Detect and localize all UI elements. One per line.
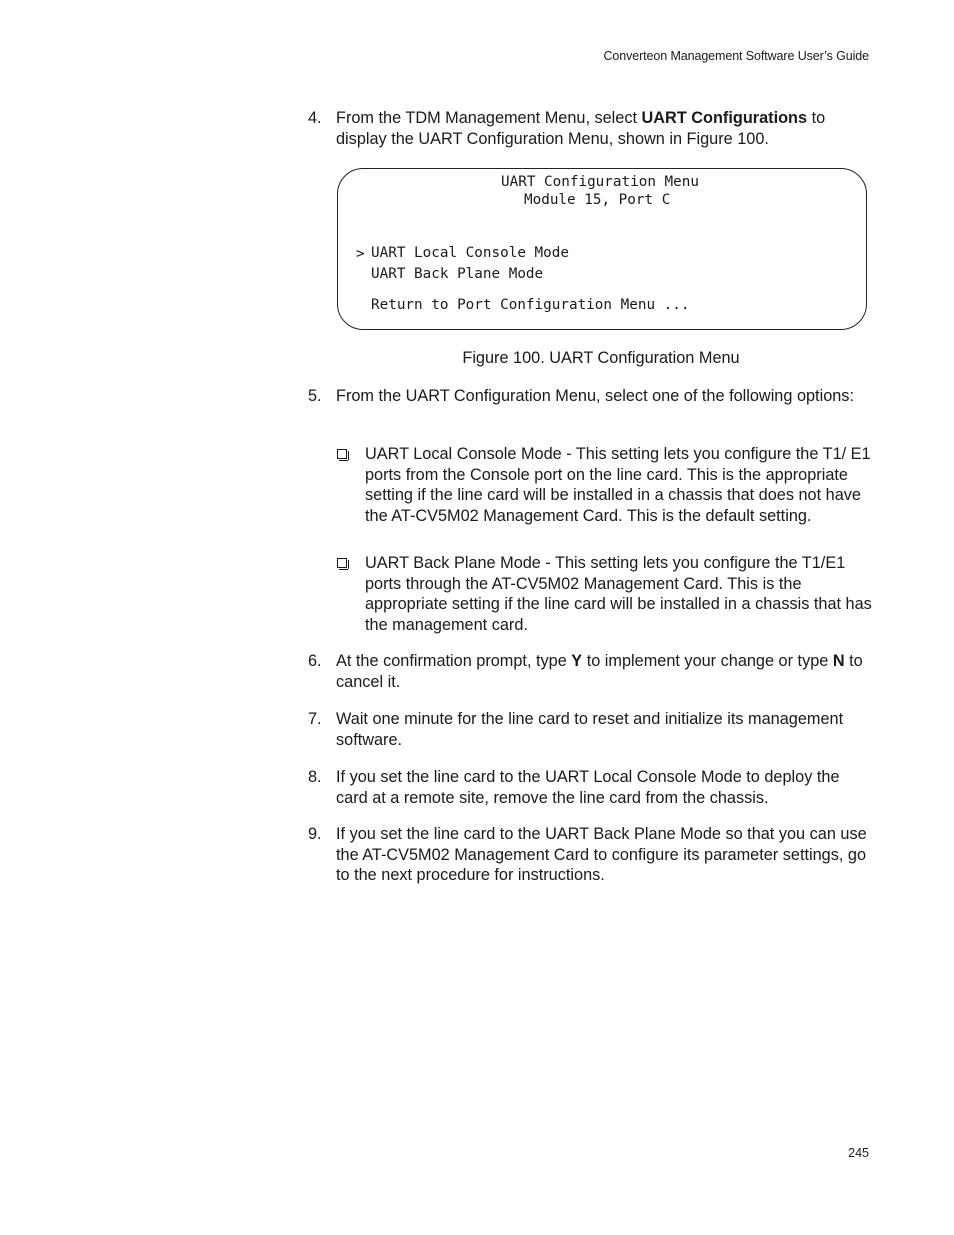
step-5	[308, 386, 873, 407]
terminal-menu-subtitle: Module 15, Port C	[524, 192, 671, 208]
terminal-cursor: >	[356, 246, 365, 262]
figure-caption: Figure 100. UART Configuration Menu	[462, 349, 740, 367]
step-text-part: to cancel it.	[336, 652, 863, 691]
step-4	[308, 108, 873, 149]
terminal-menu-title: UART Configuration Menu	[501, 174, 699, 190]
step-7	[308, 709, 873, 750]
step-text: Wait one minute for the line card to reset and initialize its management software.	[336, 710, 844, 749]
terminal-option-return[interactable]: Return to Port Configuration Menu ...	[371, 297, 690, 313]
key-y: Y	[571, 652, 583, 670]
terminal-menu-figure	[337, 168, 867, 330]
bullet-text: UART Back Plane Mode - This setting lets you configure the T1/E1 ports through the AT-CV5M02 Management Card. This is the appropriate setting if the line card will be installed in a chassis that has the management card.	[365, 554, 872, 634]
step-text: If you set the line card to the UART Back Plane Mode so that you can use the AT-CV5M02 Management Card to configure its parameter settings, go to the next procedure for instructions.	[336, 825, 867, 884]
step-9	[308, 824, 873, 886]
terminal-option-local-console[interactable]: UART Local Console Mode	[371, 245, 569, 261]
step-number: 9.	[308, 825, 322, 843]
checkbox-bullet-icon	[337, 449, 347, 459]
step-text	[336, 108, 873, 149]
step-number: 7.	[308, 710, 322, 728]
step-text: From the UART Configuration Menu, select one of the following options:	[336, 387, 854, 405]
step-text-part: At the confirmation prompt, type	[336, 652, 572, 670]
bullet-back-plane	[337, 553, 873, 635]
bullet-text: UART Local Console Mode - This setting lets you configure the T1/ E1 ports from the Console port on the line card. This is the appropriate setting if the line card will be installed in a chassis that does not have the AT-CV5M02 Management Card. This is the default setting.	[365, 445, 871, 525]
checkbox-bullet-icon	[337, 558, 347, 568]
menu-option-name: UART Configurations	[641, 109, 808, 127]
step-6	[308, 651, 873, 692]
step-number: 4.	[308, 109, 322, 127]
step-number: 5.	[308, 387, 322, 405]
bullet-local-console	[337, 444, 873, 526]
step-text-part: From the TDM Management Menu, select	[336, 109, 642, 127]
step-number: 6.	[308, 652, 322, 670]
step-number: 8.	[308, 768, 322, 786]
step-text-part: to display the UART Configuration Menu, shown in Figure 100.	[336, 109, 826, 148]
step-8	[308, 767, 873, 808]
step-text: If you set the line card to the UART Local Console Mode to deploy the card at a remote site, remove the line card from the chassis.	[336, 768, 840, 807]
step-text-part: to implement your change or type	[582, 652, 833, 670]
running-header: Converteon Management Software User’s Guide	[603, 49, 869, 63]
page-number: 245	[848, 1146, 869, 1160]
step-text	[336, 651, 873, 692]
key-n: N	[832, 652, 845, 670]
terminal-option-back-plane[interactable]: UART Back Plane Mode	[371, 266, 544, 282]
